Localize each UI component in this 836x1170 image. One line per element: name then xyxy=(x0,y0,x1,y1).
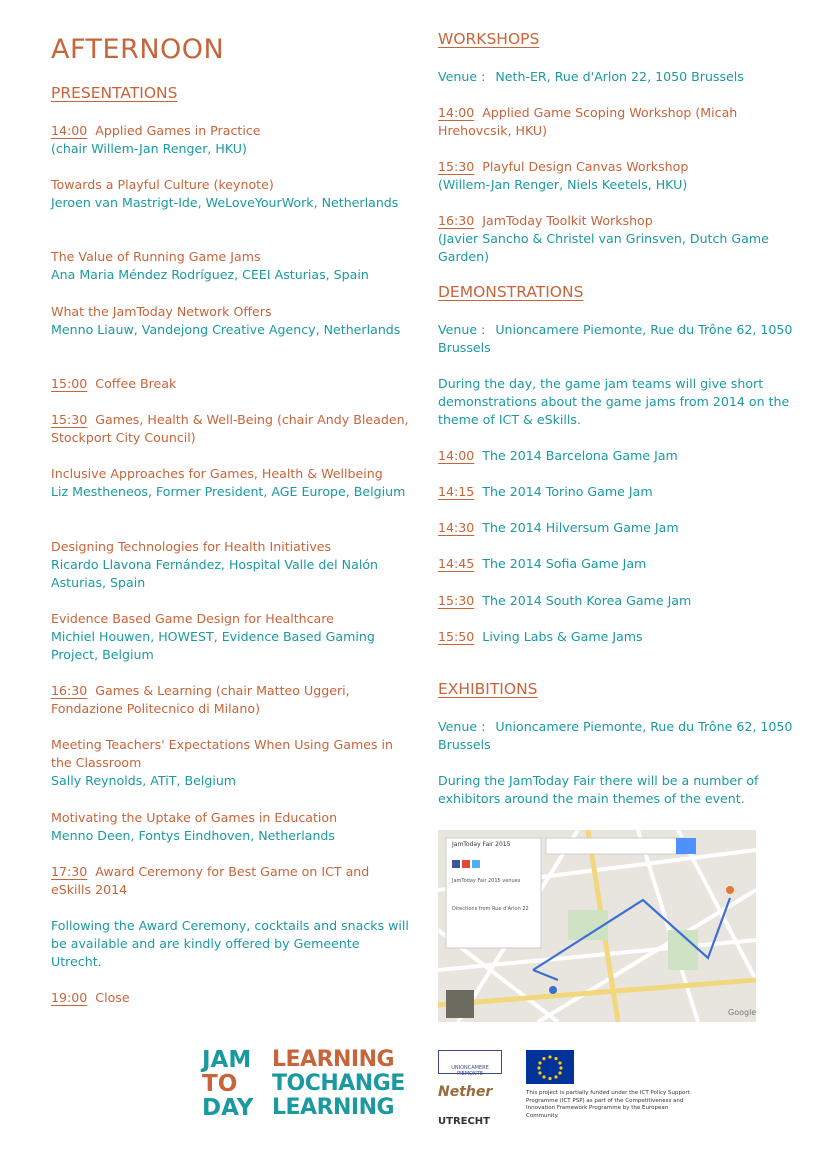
schedule-item xyxy=(438,447,798,465)
time-label: 15:00 xyxy=(51,376,88,391)
item-title: Coffee Break xyxy=(95,376,177,391)
logo-text: UNIONCAMERE PIEMONTE xyxy=(451,1065,489,1077)
page-title: AFTERNOON xyxy=(51,34,225,65)
time-label: 15:50 xyxy=(438,629,475,644)
schedule-item xyxy=(51,411,411,447)
demonstrations-heading: DEMONSTRATIONS xyxy=(438,283,584,301)
footer xyxy=(0,1048,836,1148)
time-label: 15:30 xyxy=(438,593,475,608)
time-label: 14:00 xyxy=(438,105,475,120)
venue-text: Unioncamere Piemonte, Rue du Trône 62, 1050 Brussels xyxy=(438,322,793,355)
venue-text: Unioncamere Piemonte, Rue du Trône 62, 1050 Brussels xyxy=(438,719,793,752)
venue-line xyxy=(438,68,798,86)
item-title: Games & Learning (chair Matteo Uggeri, Fondazione Politecnico di Milano) xyxy=(51,683,350,716)
schedule-item xyxy=(51,248,411,284)
schedule-item xyxy=(51,736,411,790)
schedule-item xyxy=(51,809,411,845)
closing-note: Following the Award Ceremony, cocktails and snacks will be available and are kindly offered by Gemeente Utrecht. xyxy=(51,918,409,969)
schedule-item xyxy=(438,592,798,610)
time-label: 19:00 xyxy=(51,990,88,1005)
schedule-item xyxy=(438,104,798,140)
time-label: 16:30 xyxy=(438,213,475,228)
item-title: What the JamToday Network Offers xyxy=(51,304,272,319)
item-title: Applied Games in Practice xyxy=(95,123,261,138)
venue-label: Venue : xyxy=(438,322,486,337)
learning-to-change-logo xyxy=(272,1048,405,1120)
time-label: 17:30 xyxy=(51,864,88,879)
item-title: Evidence Based Game Design for Healthcare xyxy=(51,611,334,626)
venue-line xyxy=(438,718,798,754)
logo-line: JAM xyxy=(202,1047,252,1073)
schedule-item xyxy=(438,519,798,537)
google-label: Google xyxy=(728,1008,756,1017)
demonstrations-intro: During the day, the game jam teams will give short demonstrations about the game jams from 2014 on the theme of ICT & eSkills. xyxy=(438,376,790,427)
item-detail: Liz Mestheneos, Former President, AGE Europe, Belgium xyxy=(51,484,406,499)
logo-line: DAY xyxy=(202,1095,254,1121)
time-label: 14:00 xyxy=(438,448,475,463)
item-title: Motivating the Uptake of Games in Education xyxy=(51,810,338,825)
logo-line: LEARNING xyxy=(272,1047,395,1072)
item-detail: Sally Reynolds, ATiT, Belgium xyxy=(51,773,237,788)
schedule-item xyxy=(51,682,411,718)
time-label: 14:15 xyxy=(438,484,475,499)
item-title: JamToday Toolkit Workshop xyxy=(482,213,653,228)
schedule-item xyxy=(51,610,411,664)
schedule-item xyxy=(438,158,798,194)
item-detail: (chair Willem-Jan Renger, HKU) xyxy=(51,141,247,156)
time-label: 16:30 xyxy=(51,683,88,698)
item-detail: Menno Liauw, Vandejong Creative Agency, Netherlands xyxy=(51,322,401,337)
schedule-item xyxy=(438,628,798,646)
schedule-item xyxy=(51,465,411,501)
utrecht-logo: UTRECHT xyxy=(438,1116,491,1127)
item-detail: Menno Deen, Fontys Eindhoven, Netherlands xyxy=(51,828,335,843)
schedule-item xyxy=(51,122,411,158)
item-title: Meeting Teachers' Expectations When Using Games in the Classroom xyxy=(51,737,394,770)
presentations-heading: PRESENTATIONS xyxy=(51,84,178,102)
map-graphic xyxy=(438,830,756,1022)
schedule-item xyxy=(51,863,411,899)
exhibitions-heading: EXHIBITIONS xyxy=(438,680,538,698)
time-label: 14:30 xyxy=(438,520,475,535)
venue-text: Neth-ER, Rue d'Arlon 22, 1050 Brussels xyxy=(495,69,744,84)
item-title: Playful Design Canvas Workshop xyxy=(482,159,689,174)
venue-line xyxy=(438,321,798,357)
schedule-item xyxy=(51,303,411,339)
item-title: The 2014 Sofia Game Jam xyxy=(482,556,647,571)
exhibitions-intro: During the JamToday Fair there will be a number of exhibitors around the main themes of the event. xyxy=(438,773,759,806)
item-title: Towards a Playful Culture (keynote) xyxy=(51,177,274,192)
map-panel-line: JamToday Fair 2015 venues xyxy=(452,878,521,884)
nether-logo: Nether xyxy=(438,1084,493,1100)
eu-flag-icon xyxy=(526,1050,574,1084)
item-title: Designing Technologies for Health Initiatives xyxy=(51,539,332,554)
schedule-item xyxy=(51,989,411,1007)
item-detail: Michiel Houwen, HOWEST, Evidence Based Gaming Project, Belgium xyxy=(51,629,375,662)
item-detail: (Willem-Jan Renger, Niels Keetels, HKU) xyxy=(438,177,688,192)
item-detail: Ricardo Llavona Fernández, Hospital Valle del Nalón Asturias, Spain xyxy=(51,557,378,590)
workshops-heading: WORKSHOPS xyxy=(438,30,540,48)
schedule-item xyxy=(51,375,411,393)
logo-line: LEARNING xyxy=(272,1095,395,1120)
item-title: Applied Game Scoping Workshop (Micah Hrehovcsik, HKU) xyxy=(438,105,738,138)
schedule-item xyxy=(51,538,411,592)
item-title: Living Labs & Game Jams xyxy=(482,629,643,644)
item-title: The 2014 Torino Game Jam xyxy=(482,484,653,499)
venue-label: Venue : xyxy=(438,69,486,84)
logo-line: TOCHANGE xyxy=(272,1071,405,1096)
time-label: 14:45 xyxy=(438,556,475,571)
jamtoday-logo xyxy=(202,1048,253,1120)
map-panel-line: Directions from Rue d'Arlon 22 xyxy=(452,906,529,912)
item-title: Award Ceremony for Best Game on ICT and eSkills 2014 xyxy=(51,864,370,897)
item-title: The 2014 Hilversum Game Jam xyxy=(482,520,679,535)
map-panel-title: JamToday Fair 2015 xyxy=(452,841,511,848)
venue-map[interactable] xyxy=(438,830,756,1022)
logo-line: TO xyxy=(202,1071,238,1097)
item-title: Inclusive Approaches for Games, Health & Wellbeing xyxy=(51,466,383,481)
eu-funding-note: This project is partially funded under the ICT Policy Support Programme (ICT PSP) as part of the Competitiveness and Innovation Framework Programme by the European Community. xyxy=(526,1090,690,1119)
unioncamere-logo xyxy=(438,1050,502,1077)
time-label: 15:30 xyxy=(51,412,88,427)
item-title: The 2014 Barcelona Game Jam xyxy=(482,448,678,463)
item-title: The 2014 South Korea Game Jam xyxy=(482,593,692,608)
item-detail: Jeroen van Mastrigt-Ide, WeLoveYourWork, Netherlands xyxy=(51,195,399,210)
schedule-item xyxy=(438,212,798,266)
time-label: 15:30 xyxy=(438,159,475,174)
schedule-item xyxy=(438,483,798,501)
item-title: Close xyxy=(95,990,130,1005)
venue-label: Venue : xyxy=(438,719,486,734)
item-detail: Ana Maria Méndez Rodríguez, CEEI Asturias, Spain xyxy=(51,267,369,282)
schedule-item xyxy=(438,555,798,573)
item-detail: (Javier Sancho & Christel van Grinsven, Dutch Game Garden) xyxy=(438,231,769,264)
item-title: Games, Health & Well-Being (chair Andy Bleaden, Stockport City Council) xyxy=(51,412,409,445)
time-label: 14:00 xyxy=(51,123,88,138)
schedule-item xyxy=(51,176,411,212)
item-title: The Value of Running Game Jams xyxy=(51,249,261,264)
